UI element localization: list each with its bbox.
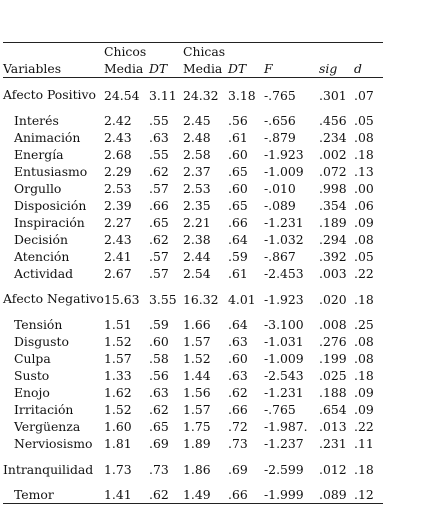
- group-header-spacer: [3, 43, 104, 61]
- table-row: [3, 129, 383, 146]
- media-chicas-cell: 2.53: [183, 181, 211, 196]
- d-cell: .00: [354, 181, 374, 196]
- d-cell: .11: [354, 436, 374, 451]
- dt-chicas-cell: .66: [228, 486, 264, 504]
- media-chicos-cell: 24.54: [104, 87, 140, 103]
- f-cell: -1.231: [264, 385, 304, 400]
- media-chicos-cell: 1.52: [104, 402, 132, 417]
- f-cell: -.765: [264, 402, 296, 417]
- f-cell: -.879: [264, 130, 296, 145]
- media-chicas-cell: 2.48: [183, 130, 211, 145]
- media-chicos-cell: 1.62: [104, 385, 132, 400]
- sig-cell: .276: [319, 334, 347, 349]
- table-body: [3, 43, 383, 504]
- media-chicos-cell: 1.60: [104, 419, 132, 434]
- media-chicos-cell: 2.68: [104, 147, 132, 162]
- sig-cell: .188: [319, 385, 347, 400]
- variable-name-cell: Nerviosismo: [14, 436, 93, 451]
- d-cell: .06: [354, 198, 374, 213]
- f-cell: -2.599: [264, 461, 304, 477]
- column-header-row: [3, 60, 383, 78]
- variable-name-cell: Temor: [3, 486, 104, 504]
- table-row: [3, 248, 383, 265]
- d-cell: .13: [354, 164, 374, 179]
- sig-cell: .189: [319, 215, 347, 230]
- sig-cell: .012: [319, 461, 347, 477]
- dt-chicas-cell: .73: [228, 436, 248, 451]
- variable-name-cell: Inspiración: [14, 215, 85, 230]
- f-cell: -.765: [264, 87, 296, 103]
- variable-name-cell: Animación: [14, 130, 81, 145]
- table-row: [3, 197, 383, 214]
- table-row: [3, 435, 383, 452]
- d-cell: .25: [354, 317, 374, 332]
- column-header-media-chicas: Media: [183, 60, 228, 78]
- d-cell: .08: [354, 232, 374, 247]
- d-cell: .18: [354, 291, 374, 307]
- media-chicos-cell: 2.67: [104, 266, 132, 281]
- media-chicas-cell: 24.32: [183, 87, 219, 103]
- variable-name-cell: Decisión: [14, 232, 68, 247]
- media-chicos-cell: 2.29: [104, 164, 132, 179]
- variable-name-cell: Culpa: [14, 351, 51, 366]
- variable-name-cell: Interés: [14, 113, 59, 128]
- dt-chicas-cell: .56: [228, 113, 248, 128]
- d-cell: .08: [354, 130, 374, 145]
- table-row: [3, 180, 383, 197]
- dt-chicas-cell: 3.18: [228, 87, 256, 103]
- f-cell: -.089: [264, 198, 296, 213]
- media-chicas-cell: 1.57: [183, 334, 211, 349]
- sig-cell: .456: [319, 113, 347, 128]
- dt-chicas-cell: .61: [228, 130, 248, 145]
- d-cell: .08: [354, 334, 374, 349]
- sig-cell: .199: [319, 351, 347, 366]
- f-cell: -.010: [264, 181, 296, 196]
- media-chicos-cell: 2.41: [104, 249, 132, 264]
- dt-chicos-cell: .59: [149, 317, 169, 332]
- media-chicas-cell: 1.66: [183, 317, 211, 332]
- dt-chicas-cell: .63: [228, 334, 248, 349]
- f-cell: -3.100: [264, 317, 304, 332]
- d-cell: .22: [354, 266, 374, 281]
- table-row: [3, 146, 383, 163]
- table-row: [3, 333, 383, 350]
- media-chicas-cell: 2.21: [183, 215, 211, 230]
- table-row: [3, 214, 383, 231]
- media-chicos-cell: 1.51: [104, 317, 132, 332]
- variable-name-cell: Actividad: [14, 266, 74, 281]
- dt-chicas-cell: .59: [228, 249, 248, 264]
- dt-chicas-cell: .60: [228, 351, 248, 366]
- f-cell: -1.987.: [264, 419, 308, 434]
- f-cell: -.656: [264, 113, 296, 128]
- media-chicas-cell: 2.54: [183, 266, 211, 281]
- table-section-row: [3, 78, 383, 113]
- variable-name-cell: Tensión: [14, 317, 63, 332]
- sig-cell: .998: [319, 181, 347, 196]
- media-chicas-cell: 1.44: [183, 368, 211, 383]
- sig-cell: .089: [319, 486, 354, 504]
- variable-name-cell: Energía: [14, 147, 64, 162]
- sig-cell: .025: [319, 368, 347, 383]
- table-row: [3, 112, 383, 129]
- media-chicas-cell: 1.89: [183, 436, 211, 451]
- dt-chicas-cell: 4.01: [228, 291, 256, 307]
- variable-name-cell: Susto: [14, 368, 50, 383]
- d-cell: .07: [354, 87, 374, 103]
- sig-cell: .002: [319, 147, 347, 162]
- media-chicos-cell: 2.39: [104, 198, 132, 213]
- f-cell: -.867: [264, 249, 296, 264]
- media-chicos-cell: 1.41: [104, 486, 149, 504]
- dt-chicos-cell: .57: [149, 266, 169, 281]
- media-chicos-cell: 2.27: [104, 215, 132, 230]
- f-cell: -1.923: [264, 291, 304, 307]
- dt-chicas-cell: .66: [228, 402, 248, 417]
- dt-chicos-cell: .65: [149, 419, 169, 434]
- d-cell: .08: [354, 351, 374, 366]
- table-section-row: [3, 452, 383, 486]
- media-chicas-cell: 2.44: [183, 249, 211, 264]
- dt-chicos-cell: .58: [149, 351, 169, 366]
- table-row: [3, 231, 383, 248]
- dt-chicas-cell: .66: [228, 215, 248, 230]
- f-cell: -2.543: [264, 368, 304, 383]
- dt-chicas-cell: .61: [228, 266, 248, 281]
- media-chicos-cell: 1.33: [104, 368, 132, 383]
- variable-name-cell: Entusiasmo: [14, 164, 88, 179]
- media-chicas-cell: 16.32: [183, 291, 219, 307]
- sig-cell: .008: [319, 317, 347, 332]
- variable-name-cell: Irritación: [14, 402, 74, 417]
- d-cell: .22: [354, 419, 374, 434]
- column-header-dt-chicos: DT: [149, 60, 183, 78]
- media-chicos-cell: 1.52: [104, 334, 132, 349]
- table-row: [3, 367, 383, 384]
- variable-name-cell: Orgullo: [14, 181, 62, 196]
- variable-name-cell: Afecto Positivo: [3, 87, 96, 102]
- dt-chicas-cell: .62: [228, 385, 248, 400]
- variable-name-cell: Vergüenza: [14, 419, 81, 434]
- sig-cell: .013: [319, 419, 347, 434]
- media-chicos-cell: 15.63: [104, 291, 140, 307]
- d-cell: .05: [354, 113, 374, 128]
- dt-chicas-cell: .65: [228, 198, 248, 213]
- dt-chicos-cell: .69: [149, 436, 169, 451]
- media-chicos-cell: 2.53: [104, 181, 132, 196]
- dt-chicas-cell: .64: [228, 232, 248, 247]
- sig-cell: .294: [319, 232, 347, 247]
- dt-chicas-cell: .72: [228, 419, 248, 434]
- table-section-row: [3, 282, 383, 316]
- media-chicos-cell: 2.43: [104, 130, 132, 145]
- f-cell: -1.032: [264, 232, 304, 247]
- variable-name-cell: Atención: [14, 249, 70, 264]
- variable-name-cell: Enojo: [14, 385, 50, 400]
- d-cell: .18: [354, 461, 374, 477]
- media-chicas-cell: 1.86: [183, 461, 211, 477]
- column-header-dt-chicas: DT: [228, 60, 264, 78]
- f-cell: -2.453: [264, 266, 304, 281]
- variable-name-cell: Intranquilidad: [3, 461, 94, 477]
- d-cell: .09: [354, 402, 374, 417]
- column-header-sig: sig: [319, 60, 354, 78]
- sig-cell: .301: [319, 87, 347, 103]
- f-cell: -1.237: [264, 436, 304, 451]
- media-chicos-cell: 2.42: [104, 113, 132, 128]
- media-chicas-cell: 1.57: [183, 402, 211, 417]
- statistics-table: [3, 42, 383, 504]
- table-row: [3, 401, 383, 418]
- media-chicas-cell: 2.58: [183, 147, 211, 162]
- column-header-media-chicos: Media: [104, 60, 149, 78]
- table-row: [3, 265, 383, 282]
- table-row: [3, 163, 383, 180]
- media-chicos-cell: 1.73: [104, 461, 132, 477]
- sig-cell: .392: [319, 249, 347, 264]
- media-chicas-cell: 1.56: [183, 385, 211, 400]
- sig-cell: .003: [319, 266, 347, 281]
- media-chicos-cell: 1.81: [104, 436, 132, 451]
- dt-chicas-cell: .60: [228, 181, 248, 196]
- media-chicos-cell: 1.57: [104, 351, 132, 366]
- f-cell: -1.031: [264, 334, 304, 349]
- sig-cell: .654: [319, 402, 347, 417]
- d-cell: .18: [354, 368, 374, 383]
- column-header-d: d: [354, 60, 383, 78]
- f-cell: -1.999: [264, 486, 319, 504]
- dt-chicos-cell: .63: [149, 130, 169, 145]
- dt-chicos-cell: 3.55: [149, 291, 177, 307]
- sig-cell: .234: [319, 130, 347, 145]
- dt-chicos-cell: .55: [149, 147, 169, 162]
- media-chicas-cell: 1.49: [183, 486, 228, 504]
- dt-chicas-cell: .63: [228, 368, 248, 383]
- dt-chicos-cell: .66: [149, 198, 169, 213]
- dt-chicos-cell: .56: [149, 368, 169, 383]
- dt-chicos-cell: .62: [149, 486, 183, 504]
- dt-chicos-cell: .55: [149, 113, 169, 128]
- sig-cell: .020: [319, 291, 347, 307]
- dt-chicas-cell: .65: [228, 164, 248, 179]
- d-cell: .18: [354, 147, 374, 162]
- group-header-row: [3, 43, 383, 61]
- table-row: [3, 418, 383, 435]
- media-chicas-cell: 1.52: [183, 351, 211, 366]
- f-cell: -1.923: [264, 147, 304, 162]
- sig-cell: .354: [319, 198, 347, 213]
- dt-chicos-cell: .62: [149, 402, 169, 417]
- f-cell: -1.009: [264, 164, 304, 179]
- table-row: [3, 486, 383, 504]
- table-row: [3, 350, 383, 367]
- group-header-chicas: Chicas: [183, 43, 383, 61]
- dt-chicas-cell: .60: [228, 147, 248, 162]
- dt-chicos-cell: 3.11: [149, 87, 177, 103]
- d-cell: .12: [354, 486, 383, 504]
- d-cell: .09: [354, 385, 374, 400]
- dt-chicas-cell: .64: [228, 317, 248, 332]
- column-header-f: F: [264, 60, 319, 78]
- variable-name-cell: Afecto Negativo: [3, 291, 104, 306]
- dt-chicos-cell: .57: [149, 181, 169, 196]
- media-chicas-cell: 1.75: [183, 419, 211, 434]
- variable-name-cell: Disposición: [14, 198, 87, 213]
- dt-chicos-cell: .65: [149, 215, 169, 230]
- media-chicas-cell: 2.35: [183, 198, 211, 213]
- sig-cell: .072: [319, 164, 347, 179]
- dt-chicos-cell: .60: [149, 334, 169, 349]
- dt-chicos-cell: .57: [149, 249, 169, 264]
- dt-chicas-cell: .69: [228, 461, 248, 477]
- dt-chicos-cell: .73: [149, 461, 169, 477]
- f-cell: -1.231: [264, 215, 304, 230]
- media-chicas-cell: 2.37: [183, 164, 211, 179]
- table-row: [3, 316, 383, 333]
- dt-chicos-cell: .62: [149, 164, 169, 179]
- d-cell: .05: [354, 249, 374, 264]
- variable-name-cell: Disgusto: [14, 334, 69, 349]
- f-cell: -1.009: [264, 351, 304, 366]
- table-row: [3, 384, 383, 401]
- column-header-variables: Variables: [3, 60, 104, 78]
- d-cell: .09: [354, 215, 374, 230]
- media-chicas-cell: 2.45: [183, 113, 211, 128]
- dt-chicos-cell: .63: [149, 385, 169, 400]
- sig-cell: .231: [319, 436, 347, 451]
- group-header-chicos: Chicos: [104, 43, 183, 61]
- media-chicos-cell: 2.43: [104, 232, 132, 247]
- dt-chicos-cell: .62: [149, 232, 169, 247]
- media-chicas-cell: 2.38: [183, 232, 211, 247]
